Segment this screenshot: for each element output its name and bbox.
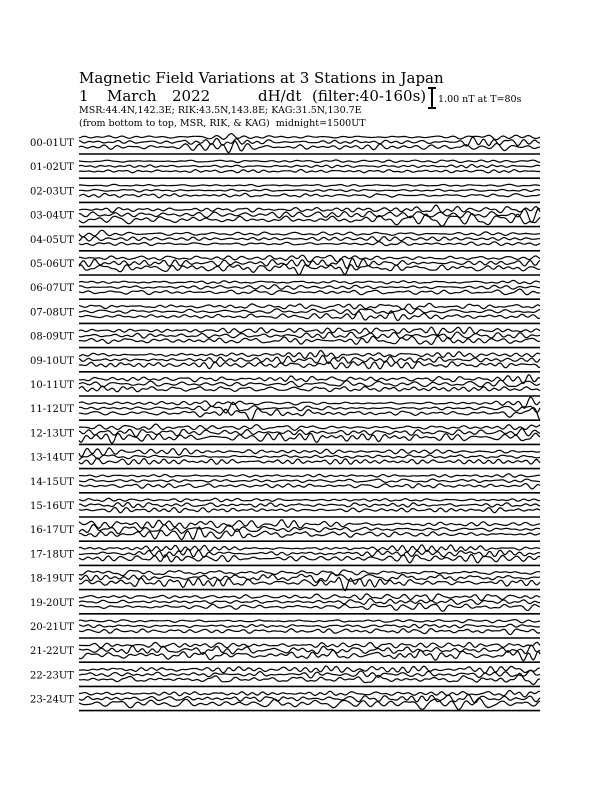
filter-label: (filter:40-160s) [312,87,427,105]
trace-kag [79,642,540,647]
trace-rik [79,624,540,628]
row-time-label: 03-04UT [30,210,74,222]
trace-kag [79,160,540,163]
trace-msr [79,170,540,173]
trace-rik [79,479,540,483]
trace-msr [79,458,540,465]
trace-msr [79,264,540,275]
trace-kag [79,620,540,623]
trace-msr [79,629,540,635]
scale-label: 1.00 nT at T=80s [438,94,522,105]
date-day: 1 [79,87,89,105]
trace-rik [79,189,540,192]
trace-kag [79,474,540,477]
row-time-label: 17-18UT [30,549,74,561]
row-time-label: 01-02UT [30,162,74,174]
trace-kag [79,448,540,457]
trace-rik [79,455,540,460]
trace-msr [79,242,540,246]
trace-rik [79,573,540,582]
row-time-label: 06-07UT [30,283,74,295]
trace-kag [79,424,540,430]
trace-msr [79,698,540,709]
row-time-label: 19-20UT [30,597,74,609]
trace-rik [79,429,540,437]
row-time-label: 11-12UT [30,404,74,416]
trace-msr [79,673,540,684]
trace-kag [79,666,540,673]
row-time-label: 21-22UT [30,646,74,658]
row-time-label: 08-09UT [30,331,74,343]
trace-rik [79,237,540,242]
quantity-label: dH/dt [258,87,302,105]
trace-kag [79,303,540,309]
trace-msr [79,193,540,197]
trace-kag [79,255,540,262]
row-time-label: 12-13UT [30,428,74,440]
trace-order: (from bottom to top, MSR, RIK, & KAG) [79,118,270,129]
trace-kag [79,184,540,186]
row-time-label: 07-08UT [30,307,74,319]
row-time-label: 22-23UT [30,670,74,682]
trace-kag [79,327,540,335]
trace-msr [79,386,540,392]
trace-msr [79,484,540,490]
trace-rik [79,549,540,557]
trace-msr [79,507,540,512]
row-time-label: 10-11UT [30,380,74,391]
trace-rik [79,356,540,364]
row-time-label: 04-05UT [30,234,74,246]
row-time-label: 16-17UT [30,525,74,537]
row-time-label: 18-19UT [30,573,74,585]
row-time-label: 15-16UT [30,501,74,512]
date-year: 2022 [172,87,211,105]
trace-rik [79,137,540,146]
trace-rik [79,309,540,315]
trace-msr [79,433,540,443]
trace-kag [79,280,540,283]
row-time-label: 20-21UT [30,622,74,633]
trace-rik [79,402,540,413]
row-time-label: 14-15UT [30,476,74,488]
trace-kag [79,498,540,502]
trace-msr [79,603,540,611]
trace-msr [79,555,540,563]
trace-kag [79,205,540,213]
row-time-label: 23-24UT [30,694,74,706]
row-time-label: 05-06UT [30,259,74,270]
row-time-label: 09-10UT [30,355,74,367]
midnight-note: midnight=1500UT [275,118,366,129]
trace-rik [79,599,540,605]
chart-title: Magnetic Field Variations at 3 Stations in Japan [79,69,444,87]
trace-rik [79,502,540,507]
trace-msr [79,336,540,344]
trace-kag [79,230,540,237]
trace-rik [79,380,540,387]
trace-rik [79,645,540,654]
row-time-label: 02-03UT [30,186,74,198]
trace-msr [79,289,540,295]
trace-kag [79,351,540,359]
trace-rik [79,285,540,290]
date-month: March [107,87,157,105]
trace-rik [79,165,540,168]
row-time-label: 00-01UT [30,138,74,149]
trace-rik [79,332,540,339]
row-time-label: 13-14UT [30,452,74,464]
station-coordinates: MSR:44.4N,142.3E; RIK:43.5N,143.8E; KAG:31.5N,130.7E [79,105,362,116]
trace-msr [79,361,540,369]
trace-kag [79,691,540,698]
trace-kag [79,520,540,529]
